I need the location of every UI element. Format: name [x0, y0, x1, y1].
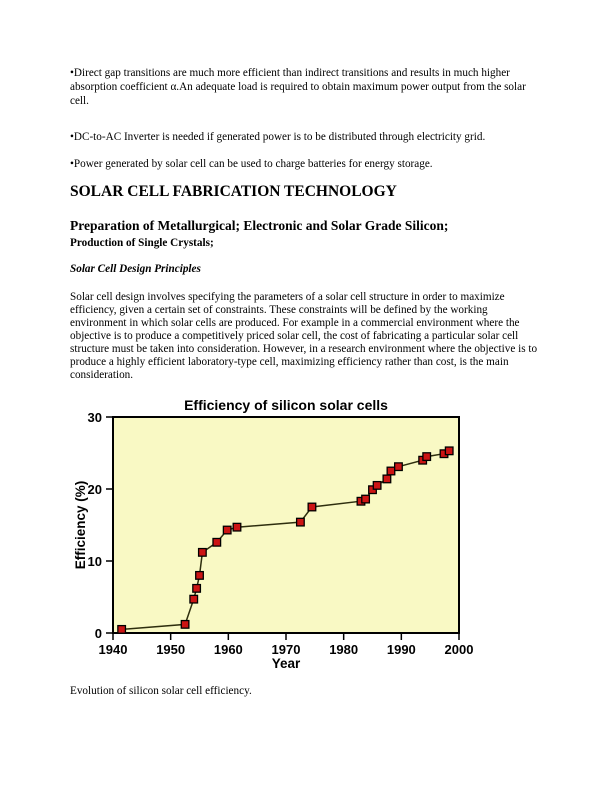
- chart-title: Efficiency of silicon solar cells: [184, 397, 388, 413]
- data-point: [223, 526, 231, 534]
- figure-caption: Evolution of silicon solar cell efficiency.: [70, 685, 252, 697]
- data-point: [423, 453, 431, 461]
- data-point: [373, 482, 381, 490]
- data-point: [181, 621, 189, 629]
- data-point: [362, 495, 370, 503]
- y-axis-label: Efficiency (%): [73, 480, 88, 570]
- x-tick-label: 1970: [271, 642, 301, 657]
- data-point: [233, 523, 241, 531]
- data-point: [297, 518, 305, 526]
- x-tick-label: 1980: [329, 642, 359, 657]
- data-point: [199, 549, 207, 557]
- design-principles-paragraph: Solar cell design involves specifying the parameters of a solar cell structure in order to maximize efficiency, given a certain set of constraints. These constraints will be defined by the working environment in which solar cells are produced. For example in a commercial environment where the objective is to produce a competitively priced solar cell, the cost of fabricating a particular solar cell structure must be taken into consideration. However, in a research environment where the objective is to produce a highly efficient laboratory-type cell, maximizing efficiency rather than cost, is the main consideration.: [70, 291, 538, 381]
- data-point: [383, 475, 391, 483]
- x-tick-label: 1950: [156, 642, 186, 657]
- data-point: [193, 585, 201, 593]
- data-point: [190, 595, 198, 603]
- bullet-direct-gap-transitions: •Direct gap transitions are much more efficient than indirect transitions and results in much higher absorption coefficient α.An adequate load is required to obtain maximum power output from the solar cell.: [70, 67, 526, 107]
- y-tick-label: 20: [87, 482, 102, 497]
- data-point: [213, 538, 221, 546]
- data-point: [196, 572, 204, 580]
- section-heading-fabrication: SOLAR CELL FABRICATION TECHNOLOGY: [70, 183, 397, 200]
- plot-area: [113, 417, 459, 633]
- y-tick-label: 30: [87, 410, 102, 425]
- bullet-dc-ac-inverter: •DC-to-AC Inverter is needed if generated power is to be distributed through electricity grid.: [70, 131, 486, 143]
- efficiency-chart-figure: [70, 395, 542, 673]
- x-tick-label: 1990: [386, 642, 416, 657]
- y-tick-label: 0: [94, 626, 102, 641]
- x-tick-label: 2000: [444, 642, 474, 657]
- subsection-heading-preparation: Preparation of Metallurgical; Electronic and Solar Grade Silicon;: [70, 218, 449, 233]
- bullet-battery-storage: •Power generated by solar cell can be used to charge batteries for energy storage.: [70, 158, 433, 170]
- y-tick-label: 10: [87, 554, 102, 569]
- subsection-heading-single-crystals: Production of Single Crystals;: [70, 237, 214, 249]
- efficiency-chart: [70, 395, 506, 673]
- x-tick-label: 1960: [213, 642, 243, 657]
- data-point: [445, 447, 453, 455]
- data-point: [118, 626, 126, 634]
- x-axis-label: Year: [271, 656, 301, 671]
- data-point: [387, 467, 395, 475]
- x-tick-label: 1940: [98, 642, 128, 657]
- data-point: [395, 463, 403, 471]
- data-point: [308, 503, 316, 511]
- design-principles-heading: Solar Cell Design Principles: [70, 263, 201, 275]
